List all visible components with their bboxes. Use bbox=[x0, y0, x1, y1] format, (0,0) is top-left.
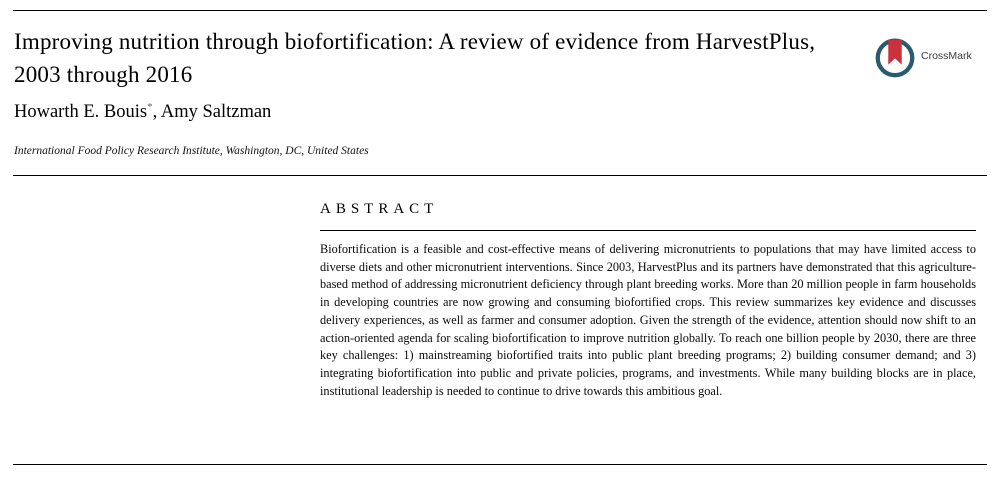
top-rule bbox=[13, 10, 987, 11]
authors-separator: , bbox=[152, 102, 161, 122]
article-title: Improving nutrition through biofortification: A review of evidence from HarvestPlus, 2003 through 2016 bbox=[14, 29, 816, 87]
crossmark-icon bbox=[872, 33, 918, 79]
header-divider-rule bbox=[13, 175, 987, 176]
bottom-rule bbox=[13, 464, 987, 465]
abstract-heading: ABSTRACT bbox=[320, 201, 439, 217]
abstract-heading-rule bbox=[320, 230, 976, 231]
affiliation-line: International Food Policy Research Institute, Washington, DC, United States bbox=[14, 145, 369, 157]
author-name-first: Howarth E. Bouis bbox=[14, 102, 148, 122]
author-footnote-marker[interactable]: * bbox=[147, 100, 153, 113]
crossmark-label: CrossMark bbox=[921, 50, 972, 62]
abstract-body: Biofortification is a feasible and cost-effective means of delivering micronutrients to populations that may have limited access to diverse diets and other micronutrient interventions. Since 2003, HarvestPlus and its partners have demonstrated that this agriculture-based method of addressing micronutrient deficiency through plant breeding works. More than 20 million people in farm households in developing countries are now growing and consuming biofortified crops. This review summarizes key evidence and discusses delivery experiences, as well as farmer and consumer adoption. Given the strength of the evidence, attention should now shift to an action-oriented agenda for scaling biofortification to improve nutrition globally. To reach one billion people by 2030, there are three key challenges: 1) mainstreaming biofortified traits into public plant breeding programs; 2) building consumer demand; and 3) integrating biofortification into public and private policies, programs, and investments. While many building blocks are in place, institutional leadership is needed to continue to drive towards this ambitious goal. bbox=[320, 242, 976, 398]
crossmark-badge[interactable] bbox=[872, 33, 972, 79]
authors-line bbox=[14, 102, 271, 123]
abstract-section bbox=[320, 201, 976, 400]
author-name-second: Amy Saltzman bbox=[160, 102, 272, 122]
